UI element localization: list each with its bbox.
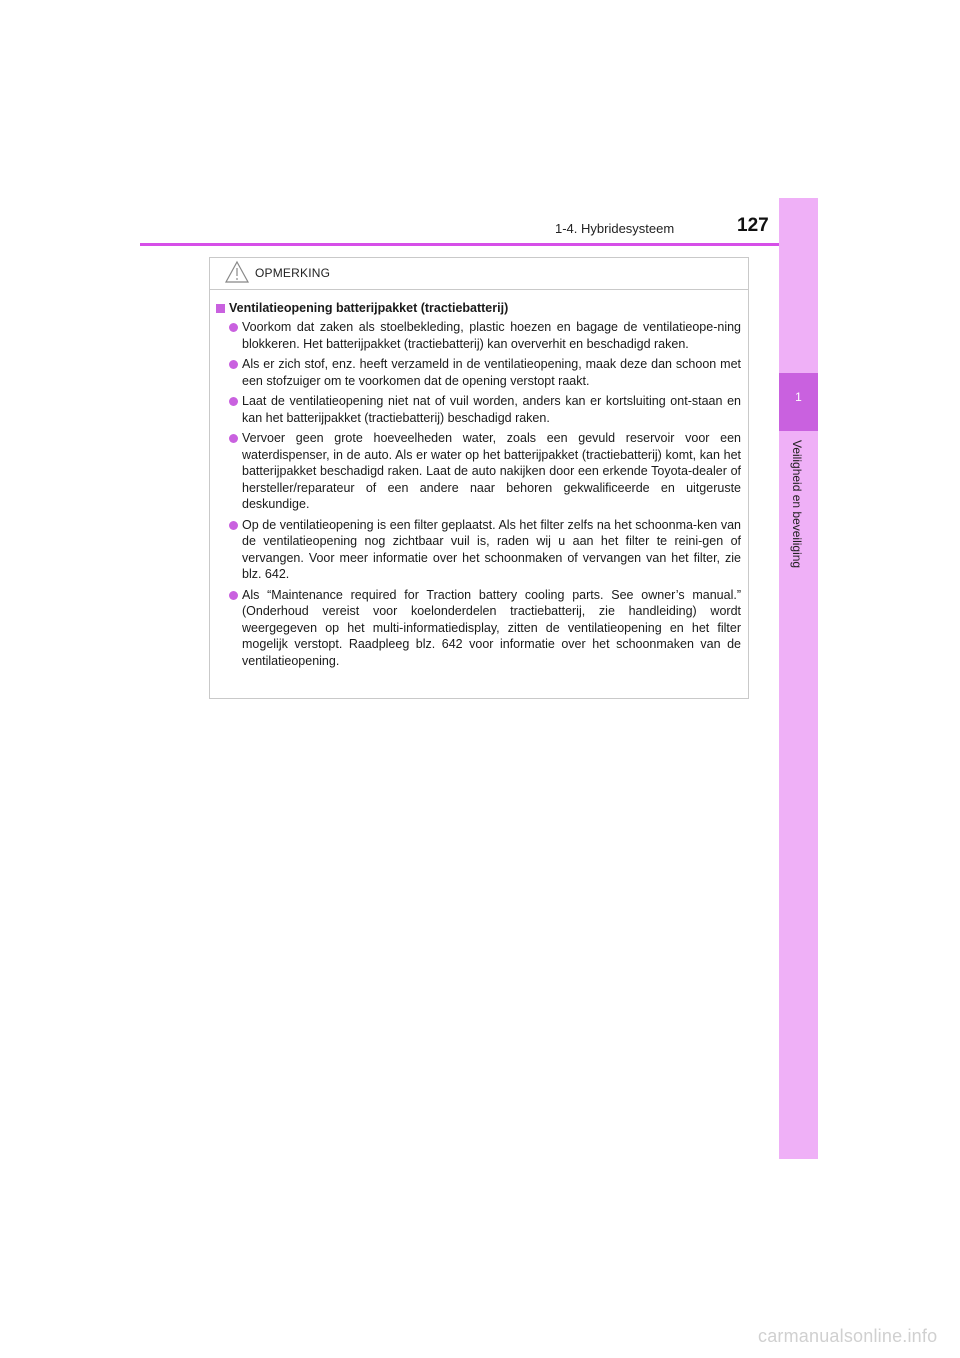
chapter-number: 1 — [795, 390, 802, 404]
section-title-text: Ventilatieopening batterijpakket (tractiebatterij) — [229, 301, 509, 315]
list-item — [216, 517, 741, 583]
list-item — [216, 587, 741, 670]
square-bullet-icon — [216, 304, 225, 313]
notice-box — [209, 257, 749, 699]
round-bullet-icon — [229, 521, 238, 530]
list-item-text: Als er zich stof, enz. heeft verzameld in de ventilatieopening, maak deze dan schoon met een stofzuiger om te voorkomen dat de opening verstopt raakt. — [242, 357, 741, 388]
notice-header — [210, 258, 748, 290]
list-item-text: Vervoer geen grote hoeveelheden water, zoals een gevuld reservoir voor een waterdispenser, in de auto. Als er water op het batterijpakket (tractiebatterij) komt, kan het batterijpakket beschadigd raken. Laat de auto nakijken door een erkende Toyota-dealer of hersteller/reparateur of een andere naar behoren gekwalificeerde en uitgeruste deskundige. — [242, 431, 741, 511]
notice-title: OPMERKING — [255, 266, 331, 280]
list-item — [216, 356, 741, 389]
chapter-label: Veiligheid en beveiliging — [790, 440, 804, 569]
section-title — [216, 300, 741, 317]
round-bullet-icon — [229, 323, 238, 332]
list-item — [216, 319, 741, 352]
page-number: 127 — [737, 215, 769, 236]
round-bullet-icon — [229, 591, 238, 600]
list-item-text: Laat de ventilatieopening niet nat of vuil worden, anders kan er kortsluiting ont-staan en kan het batterijpakket (tractiebatterij) beschadigd raken. — [242, 394, 741, 425]
list-item-text: Op de ventilatieopening is een filter geplaatst. Als het filter zelfs na het schoonma-ken van de ventilatieopening nog zichtbaar vuil is, raden wij u aan het filter te reini-gen of vervangen. Voor meer informatie over het schoonmaken of vervangen van het filter, zie blz. 642. — [242, 517, 741, 581]
chapter-side-tab — [779, 198, 818, 1159]
notice-body — [210, 290, 748, 669]
round-bullet-icon — [229, 360, 238, 369]
watermark: carmanualsonline.info — [758, 1326, 938, 1346]
header-divider — [140, 243, 818, 246]
list-item — [216, 393, 741, 426]
round-bullet-icon — [229, 434, 238, 443]
section-heading: 1-4. Hybridesysteem — [555, 221, 675, 236]
list-item-text: Als “Maintenance required for Traction battery cooling parts. See owner’s manual.” (Onderhoud vereist voor koelonderdelen tractiebatterij, zie handleiding) wordt weergegeven op het multi-informatiedisplay, zitten de ventilatieopening en het filter mogelijk verstopt. Raadpleeg blz. 642 voor informatie over het schoonmaken van de ventilatieopening. — [242, 587, 741, 668]
list-item-text: Voorkom dat zaken als stoelbekleding, plastic hoezen en bagage de ventilatieope-ning blokkeren. Het batterijpakket (tractiebatterij) kan oververhit en beschadigd raken. — [242, 320, 741, 351]
warning-triangle-icon — [224, 260, 250, 284]
round-bullet-icon — [229, 397, 238, 406]
list-item — [216, 430, 741, 513]
